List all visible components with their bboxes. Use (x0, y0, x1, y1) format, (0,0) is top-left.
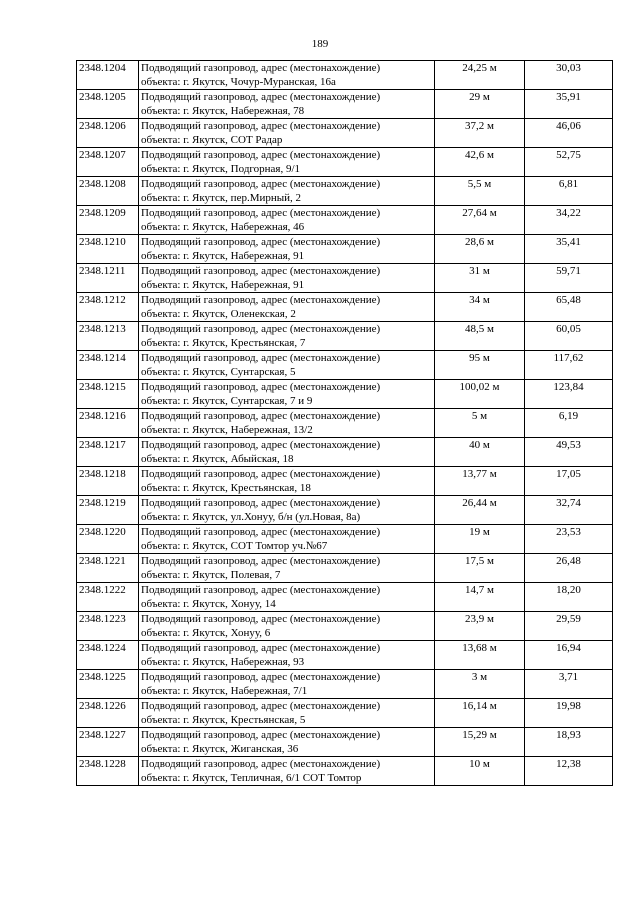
description-line-1: Подводящий газопровод, адрес (местонахождение) (141, 700, 381, 712)
description-line-1: Подводящий газопровод, адрес (местонахождение) (141, 265, 381, 277)
length-cell: 17,5 м (435, 554, 525, 583)
table-row (77, 119, 613, 148)
table-row (77, 554, 613, 583)
object-description-cell (139, 757, 435, 786)
description-line-2: объекта: г. Якутск, Абыйская, 18 (141, 453, 294, 465)
description-line-1: Подводящий газопровод, адрес (местонахождение) (141, 149, 381, 161)
value-cell: 59,71 (525, 264, 613, 293)
value-cell: 32,74 (525, 496, 613, 525)
object-description-cell (139, 496, 435, 525)
value-cell: 65,48 (525, 293, 613, 322)
description-line-1: Подводящий газопровод, адрес (местонахождение) (141, 671, 381, 683)
description-line-2: объекта: г. Якутск, Крестьянская, 7 (141, 337, 306, 349)
value-cell: 35,91 (525, 90, 613, 119)
length-cell: 95 м (435, 351, 525, 380)
object-description-cell (139, 264, 435, 293)
table-row (77, 728, 613, 757)
description-line-2: объекта: г. Якутск, Набережная, 91 (141, 250, 305, 262)
object-number-cell: 2348.1205 (77, 90, 139, 119)
object-number-cell: 2348.1207 (77, 148, 139, 177)
value-cell: 30,03 (525, 61, 613, 90)
table-row (77, 90, 613, 119)
gas-pipeline-table (76, 60, 613, 786)
value-cell: 18,20 (525, 583, 613, 612)
object-number-cell: 2348.1209 (77, 206, 139, 235)
object-description-cell (139, 583, 435, 612)
length-cell: 34 м (435, 293, 525, 322)
length-cell: 16,14 м (435, 699, 525, 728)
description-line-2: объекта: г. Якутск, Тепличная, 6/1 СОТ Томтор (141, 772, 362, 784)
table-row (77, 351, 613, 380)
length-cell: 37,2 м (435, 119, 525, 148)
length-cell: 42,6 м (435, 148, 525, 177)
object-number-cell: 2348.1226 (77, 699, 139, 728)
description-line-1: Подводящий газопровод, адрес (местонахождение) (141, 207, 381, 219)
table-row (77, 409, 613, 438)
description-line-2: объекта: г. Якутск, пер.Мирный, 2 (141, 192, 302, 204)
object-description-cell (139, 90, 435, 119)
value-cell: 123,84 (525, 380, 613, 409)
value-cell: 23,53 (525, 525, 613, 554)
value-cell: 34,22 (525, 206, 613, 235)
object-description-cell (139, 293, 435, 322)
table-row (77, 293, 613, 322)
value-cell: 18,93 (525, 728, 613, 757)
description-line-1: Подводящий газопровод, адрес (местонахождение) (141, 323, 381, 335)
object-number-cell: 2348.1212 (77, 293, 139, 322)
object-number-cell: 2348.1208 (77, 177, 139, 206)
description-line-1: Подводящий газопровод, адрес (местонахождение) (141, 91, 381, 103)
table-row (77, 61, 613, 90)
description-line-1: Подводящий газопровод, адрес (местонахождение) (141, 468, 381, 480)
description-line-2: объекта: г. Якутск, Крестьянская, 5 (141, 714, 306, 726)
description-line-2: объекта: г. Якутск, Подгорная, 9/1 (141, 163, 301, 175)
length-cell: 48,5 м (435, 322, 525, 351)
table-row (77, 235, 613, 264)
table-row (77, 612, 613, 641)
length-cell: 5,5 м (435, 177, 525, 206)
object-number-cell: 2348.1204 (77, 61, 139, 90)
description-line-2: объекта: г. Якутск, Хонуу, 6 (141, 627, 271, 639)
table-row (77, 206, 613, 235)
object-description-cell (139, 525, 435, 554)
description-line-2: объекта: г. Якутск, Набережная, 13/2 (141, 424, 313, 436)
description-line-1: Подводящий газопровод, адрес (местонахождение) (141, 729, 381, 741)
description-line-2: объекта: г. Якутск, Набережная, 93 (141, 656, 305, 668)
length-cell: 24,25 м (435, 61, 525, 90)
description-line-1: Подводящий газопровод, адрес (местонахождение) (141, 236, 381, 248)
description-line-2: объекта: г. Якутск, Набережная, 78 (141, 105, 305, 117)
description-line-2: объекта: г. Якутск, Полевая, 7 (141, 569, 281, 581)
value-cell: 117,62 (525, 351, 613, 380)
table-row (77, 322, 613, 351)
description-line-1: Подводящий газопровод, адрес (местонахождение) (141, 120, 381, 132)
table-row (77, 641, 613, 670)
value-cell: 12,38 (525, 757, 613, 786)
description-line-2: объекта: г. Якутск, Чочур-Муранская, 16а (141, 76, 336, 88)
value-cell: 26,48 (525, 554, 613, 583)
object-number-cell: 2348.1211 (77, 264, 139, 293)
description-line-1: Подводящий газопровод, адрес (местонахождение) (141, 352, 381, 364)
description-line-2: объекта: г. Якутск, Набережная, 46 (141, 221, 305, 233)
object-number-cell: 2348.1213 (77, 322, 139, 351)
object-number-cell: 2348.1228 (77, 757, 139, 786)
object-number-cell: 2348.1222 (77, 583, 139, 612)
description-line-2: объекта: г. Якутск, СОТ Томтор уч.№67 (141, 540, 328, 552)
table-row (77, 525, 613, 554)
value-cell: 49,53 (525, 438, 613, 467)
table-row (77, 583, 613, 612)
object-description-cell (139, 235, 435, 264)
object-description-cell (139, 119, 435, 148)
description-line-1: Подводящий газопровод, адрес (местонахождение) (141, 613, 381, 625)
object-description-cell (139, 699, 435, 728)
description-line-2: объекта: г. Якутск, Крестьянская, 18 (141, 482, 311, 494)
object-description-cell (139, 467, 435, 496)
description-line-2: объекта: г. Якутск, Оленекская, 2 (141, 308, 296, 320)
description-line-2: объекта: г. Якутск, Сунтарская, 7 и 9 (141, 395, 313, 407)
page-number: 189 (311, 38, 329, 50)
value-cell: 3,71 (525, 670, 613, 699)
description-line-1: Подводящий газопровод, адрес (местонахождение) (141, 555, 381, 567)
description-line-1: Подводящий газопровод, адрес (местонахождение) (141, 294, 381, 306)
table-row (77, 264, 613, 293)
table-row (77, 467, 613, 496)
length-cell: 23,9 м (435, 612, 525, 641)
table-row (77, 380, 613, 409)
description-line-2: объекта: г. Якутск, Хонуу, 14 (141, 598, 276, 610)
value-cell: 46,06 (525, 119, 613, 148)
object-description-cell (139, 641, 435, 670)
table-row (77, 670, 613, 699)
length-cell: 31 м (435, 264, 525, 293)
description-line-1: Подводящий газопровод, адрес (местонахождение) (141, 497, 381, 509)
description-line-2: объекта: г. Якутск, Жиганская, 36 (141, 743, 299, 755)
description-line-2: объекта: г. Якутск, ул.Хонуу, б/н (ул.Новая, 8а) (141, 511, 361, 523)
description-line-1: Подводящий газопровод, адрес (местонахождение) (141, 439, 381, 451)
table-row (77, 148, 613, 177)
object-number-cell: 2348.1215 (77, 380, 139, 409)
length-cell: 40 м (435, 438, 525, 467)
description-line-2: объекта: г. Якутск, СОТ Радар (141, 134, 283, 146)
description-line-1: Подводящий газопровод, адрес (местонахождение) (141, 62, 381, 74)
length-cell: 10 м (435, 757, 525, 786)
object-description-cell (139, 322, 435, 351)
object-number-cell: 2348.1217 (77, 438, 139, 467)
description-line-1: Подводящий газопровод, адрес (местонахождение) (141, 178, 381, 190)
description-line-1: Подводящий газопровод, адрес (местонахождение) (141, 642, 381, 654)
object-number-cell: 2348.1216 (77, 409, 139, 438)
description-line-2: объекта: г. Якутск, Набережная, 7/1 (141, 685, 308, 697)
object-description-cell (139, 612, 435, 641)
object-description-cell (139, 177, 435, 206)
table-row (77, 496, 613, 525)
table-row (77, 438, 613, 467)
length-cell: 3 м (435, 670, 525, 699)
length-cell: 13,77 м (435, 467, 525, 496)
length-cell: 19 м (435, 525, 525, 554)
object-number-cell: 2348.1225 (77, 670, 139, 699)
description-line-2: объекта: г. Якутск, Набережная, 91 (141, 279, 305, 291)
object-description-cell (139, 206, 435, 235)
object-number-cell: 2348.1227 (77, 728, 139, 757)
length-cell: 5 м (435, 409, 525, 438)
object-description-cell (139, 351, 435, 380)
description-line-1: Подводящий газопровод, адрес (местонахождение) (141, 758, 381, 770)
length-cell: 14,7 м (435, 583, 525, 612)
object-description-cell (139, 409, 435, 438)
description-line-2: объекта: г. Якутск, Сунтарская, 5 (141, 366, 296, 378)
object-number-cell: 2348.1210 (77, 235, 139, 264)
description-line-1: Подводящий газопровод, адрес (местонахождение) (141, 410, 381, 422)
object-number-cell: 2348.1221 (77, 554, 139, 583)
object-number-cell: 2348.1220 (77, 525, 139, 554)
object-number-cell: 2348.1214 (77, 351, 139, 380)
table-row (77, 177, 613, 206)
value-cell: 19,98 (525, 699, 613, 728)
table-row (77, 699, 613, 728)
value-cell: 17,05 (525, 467, 613, 496)
length-cell: 27,64 м (435, 206, 525, 235)
table-row (77, 757, 613, 786)
value-cell: 29,59 (525, 612, 613, 641)
length-cell: 28,6 м (435, 235, 525, 264)
value-cell: 6,81 (525, 177, 613, 206)
object-description-cell (139, 61, 435, 90)
object-number-cell: 2348.1206 (77, 119, 139, 148)
object-number-cell: 2348.1218 (77, 467, 139, 496)
length-cell: 15,29 м (435, 728, 525, 757)
object-description-cell (139, 670, 435, 699)
description-line-1: Подводящий газопровод, адрес (местонахождение) (141, 584, 381, 596)
description-line-1: Подводящий газопровод, адрес (местонахождение) (141, 381, 381, 393)
length-cell: 29 м (435, 90, 525, 119)
object-number-cell: 2348.1224 (77, 641, 139, 670)
object-number-cell: 2348.1223 (77, 612, 139, 641)
object-description-cell (139, 148, 435, 177)
length-cell: 13,68 м (435, 641, 525, 670)
value-cell: 52,75 (525, 148, 613, 177)
object-description-cell (139, 438, 435, 467)
description-line-1: Подводящий газопровод, адрес (местонахождение) (141, 526, 381, 538)
object-description-cell (139, 380, 435, 409)
value-cell: 35,41 (525, 235, 613, 264)
value-cell: 6,19 (525, 409, 613, 438)
object-number-cell: 2348.1219 (77, 496, 139, 525)
value-cell: 60,05 (525, 322, 613, 351)
table-body (77, 61, 613, 786)
value-cell: 16,94 (525, 641, 613, 670)
object-description-cell (139, 554, 435, 583)
object-description-cell (139, 728, 435, 757)
length-cell: 100,02 м (435, 380, 525, 409)
length-cell: 26,44 м (435, 496, 525, 525)
